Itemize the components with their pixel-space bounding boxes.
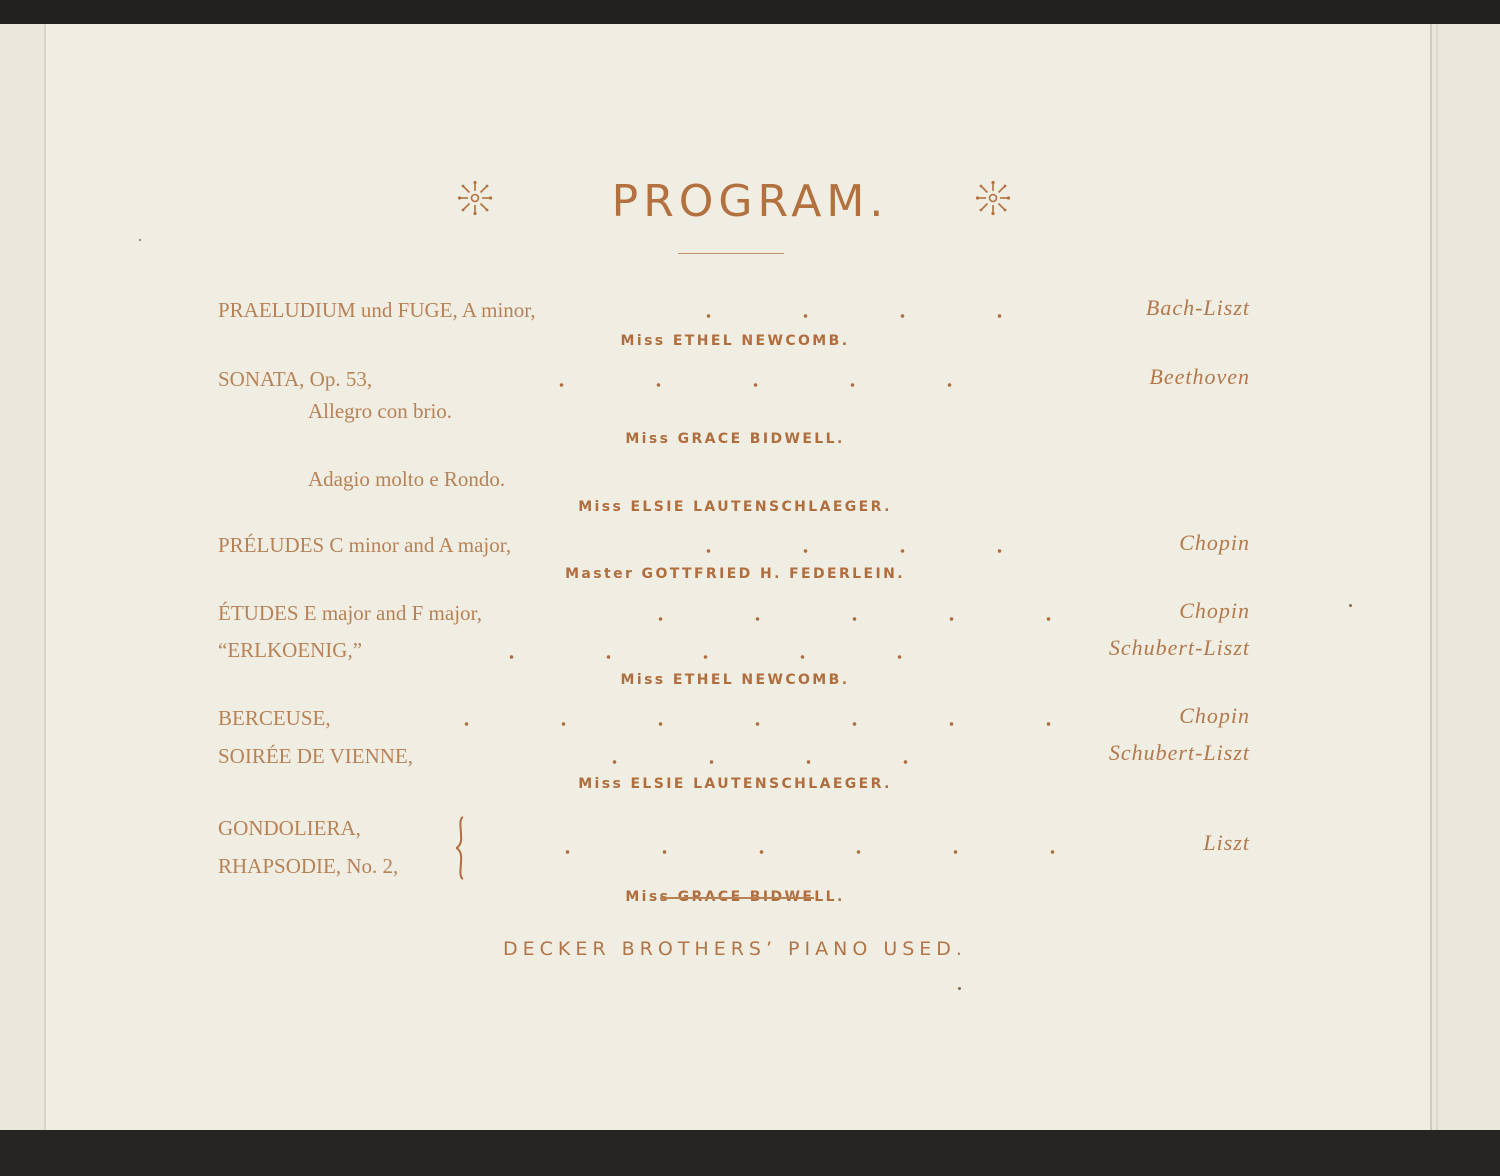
dot-leader <box>519 835 1114 861</box>
scan-background-top <box>0 0 1500 26</box>
piece-title: PRAELUDIUM und FUGE, A minor, <box>218 298 536 322</box>
rosette-ornament-right-icon <box>975 180 1011 216</box>
dot-leader <box>660 534 1060 560</box>
movement-title: Allegro con brio. <box>308 399 453 423</box>
composer: Chopin <box>1179 703 1250 728</box>
performer: Miss ELSIE LAUTENSCHLAEGER. <box>578 776 892 792</box>
composer: Schubert-Liszt <box>1108 635 1250 660</box>
composer: Beethoven <box>1149 364 1250 389</box>
title-divider <box>678 253 784 254</box>
dot-leader <box>513 368 1013 394</box>
paper-speck <box>958 987 961 990</box>
piece-title: RHAPSODIE, No. 2, <box>218 854 399 878</box>
piece-title: SOIRÉE DE VIENNE, <box>218 744 414 768</box>
composer: Liszt <box>1203 830 1250 855</box>
performer: Master GOTTFRIED H. FEDERLEIN. <box>565 566 905 582</box>
dot-leader <box>612 602 1112 628</box>
page-title: PROGRAM. <box>611 176 889 227</box>
paper-speck <box>1349 604 1352 607</box>
footer-divider <box>660 897 814 899</box>
piece-title: SONATA, Op. 53, <box>218 367 373 391</box>
performer: Miss GRACE BIDWELL. <box>625 431 845 447</box>
composer: Bach-Liszt <box>1145 295 1250 320</box>
dot-leader <box>463 640 963 666</box>
performer: Miss ETHEL NEWCOMB. <box>620 672 850 688</box>
piece-title: “ERLKOENIG,” <box>218 638 363 662</box>
piece-title: PRÉLUDES C minor and A major, <box>218 533 512 557</box>
paper-speck <box>139 239 141 241</box>
piece-title: ÉTUDES E major and F major, <box>218 601 482 625</box>
composer: Chopin <box>1179 530 1250 555</box>
dot-leader <box>566 745 966 771</box>
composer: Schubert-Liszt <box>1108 740 1250 765</box>
piece-title: BERCEUSE, <box>218 706 331 730</box>
grouping-brace-icon <box>454 815 468 881</box>
dot-leader <box>660 299 1060 325</box>
movement-title: Adagio molto e Rondo. <box>308 467 506 491</box>
composer: Chopin <box>1179 598 1250 623</box>
footer-note: DECKER BROTHERS’ PIANO USED. <box>503 938 967 960</box>
performer: Miss ELSIE LAUTENSCHLAEGER. <box>578 499 892 515</box>
scan-background-bottom <box>0 1130 1500 1176</box>
piece-title: GONDOLIERA, <box>218 816 361 840</box>
performer: Miss GRACE BIDWELL. <box>625 889 845 905</box>
title-row <box>0 172 1500 232</box>
dot-leader <box>418 707 1113 733</box>
performer: Miss ETHEL NEWCOMB. <box>620 333 850 349</box>
